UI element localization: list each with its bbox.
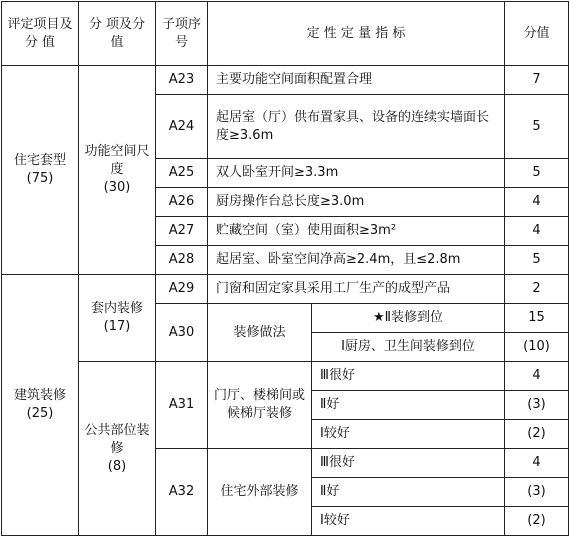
item-code: A26 [156,188,208,217]
item-text: 双人卧室开间≥3.3m [208,159,505,188]
subsection-label: 功能空间尺度 (30) [79,66,156,275]
item-score: 5 [505,95,569,159]
item-score: 4 [505,449,569,478]
item-code: A23 [156,66,208,95]
item-code: A25 [156,159,208,188]
item-text: 主要功能空间面积配置合理 [208,66,505,95]
item-score: (10) [505,333,569,362]
item-text: 起居室、卧室空间净高≥2.4m，且≤2.8m [208,246,505,275]
item-score: 7 [505,66,569,95]
item-score: 5 [505,246,569,275]
item-text: 门窗和固定家具采用工厂生产的成型产品 [208,275,505,304]
subsection-label: 套内装修 (17) [79,275,156,362]
item-score: 5 [505,159,569,188]
header-row [2,2,569,66]
item-score: (2) [505,420,569,449]
table-row [2,362,569,391]
header-subitem: 分 项及分值 [79,2,156,66]
header-score: 分值 [505,2,569,66]
item-score: (2) [505,507,569,536]
item-text: 起居室（厅）供布置家具、设备的连续实墙面长度≥3.6m [208,95,505,159]
item-label: 装修做法 [208,304,312,362]
option-text: Ⅰ厨房、卫生间装修到位 [312,333,505,362]
option-text: Ⅱ好 [312,391,505,420]
section-label: 建筑装修 (25) [2,275,79,536]
item-label: 住宅外部装修 [208,449,312,536]
section-label: 住宅套型 (75) [2,66,79,275]
header-indicator: 定 性 定 量 指 标 [208,2,505,66]
item-code: A27 [156,217,208,246]
item-score: 4 [505,188,569,217]
item-score: 15 [505,304,569,333]
option-text: Ⅱ好 [312,478,505,507]
item-code: A24 [156,95,208,159]
item-score: 2 [505,275,569,304]
item-code: A28 [156,246,208,275]
item-code: A29 [156,275,208,304]
item-code: A30 [156,304,208,362]
item-label: 门厅、楼梯间或候梯厅装修 [208,362,312,449]
option-text: Ⅲ很好 [312,362,505,391]
option-text: ★Ⅱ装修到位 [312,304,505,333]
item-score: 4 [505,362,569,391]
item-code: A31 [156,362,208,449]
option-text: Ⅲ很好 [312,449,505,478]
header-code: 子项序号 [156,2,208,66]
subsection-label: 公共部位装修 (8) [79,362,156,536]
item-text: 厨房操作台总长度≥3.0m [208,188,505,217]
evaluation-table [1,1,569,536]
item-text: 贮藏空间（室）使用面积≥3m² [208,217,505,246]
item-score: 4 [505,217,569,246]
item-score: (3) [505,478,569,507]
table-row [2,275,569,304]
item-code: A32 [156,449,208,536]
header-item: 评定项目及 分 值 [2,2,79,66]
option-text: Ⅰ较好 [312,507,505,536]
item-score: (3) [505,391,569,420]
option-text: Ⅰ较好 [312,420,505,449]
table-row [2,66,569,95]
